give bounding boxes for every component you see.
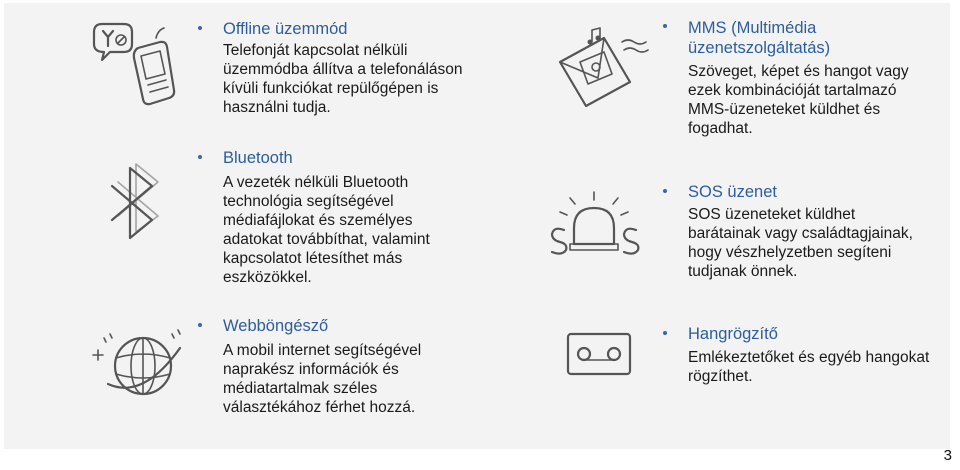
- feature-title: SOS üzenet: [688, 183, 777, 201]
- feature-offline: [198, 20, 463, 120]
- mms-envelope-icon: [552, 22, 652, 122]
- feature-title: Hangrögzítő: [688, 325, 778, 343]
- feature-description: A mobil internet segítségével naprakész információk és médiatartalmak széles választékához férhet hozzá.: [223, 342, 422, 416]
- offline-phone-icon: [88, 18, 178, 123]
- feature-mms: [663, 18, 943, 148]
- globe-icon: [88, 320, 188, 415]
- bullet: [198, 323, 202, 327]
- bullet: [198, 155, 202, 159]
- voice-recorder-icon: [560, 328, 640, 388]
- bullet: [663, 189, 667, 193]
- feature-title: MMS (Multimédia üzenetszolgáltatás): [688, 19, 831, 57]
- feature-title: Bluetooth: [223, 149, 293, 167]
- feature-voice-recorder: [663, 325, 943, 385]
- feature-bluetooth: [198, 149, 448, 289]
- feature-description: Telefonját kapcsolat nélküli üzemmódba állítva a telefonáláson kívüli funkciókat repülőgépen is használni tudja.: [223, 42, 463, 116]
- feature-description: Szöveget, képet és hangot vagy ezek kombinációját tartalmazó MMS-üzeneteket küldhet és fogadhat.: [688, 63, 909, 137]
- feature-description: SOS üzeneteket küldhet barátainak vagy családtagjainak, hogy vészhelyzetben segíteni tudjanak önnek.: [688, 206, 913, 280]
- feature-web-browser: [198, 317, 448, 417]
- bullet: [663, 331, 667, 335]
- page-number: 3: [943, 447, 952, 464]
- feature-description: Emlékeztetőket és egyéb hangokat rögzíthet.: [688, 349, 930, 385]
- bullet: [198, 26, 202, 30]
- feature-description: A vezeték nélküli Bluetooth technológia segítségével médiafájlokat és személyes adatokat továbbíthat, valamint kapcsolatot létesíthet más eszközökkel.: [223, 174, 430, 286]
- bullet: [663, 24, 667, 28]
- feature-title: Offline üzemmód: [223, 20, 348, 38]
- bluetooth-icon: [100, 160, 170, 255]
- feature-title: Webböngésző: [223, 317, 329, 335]
- feature-sos: [663, 183, 943, 283]
- sos-alarm-icon: [540, 182, 650, 277]
